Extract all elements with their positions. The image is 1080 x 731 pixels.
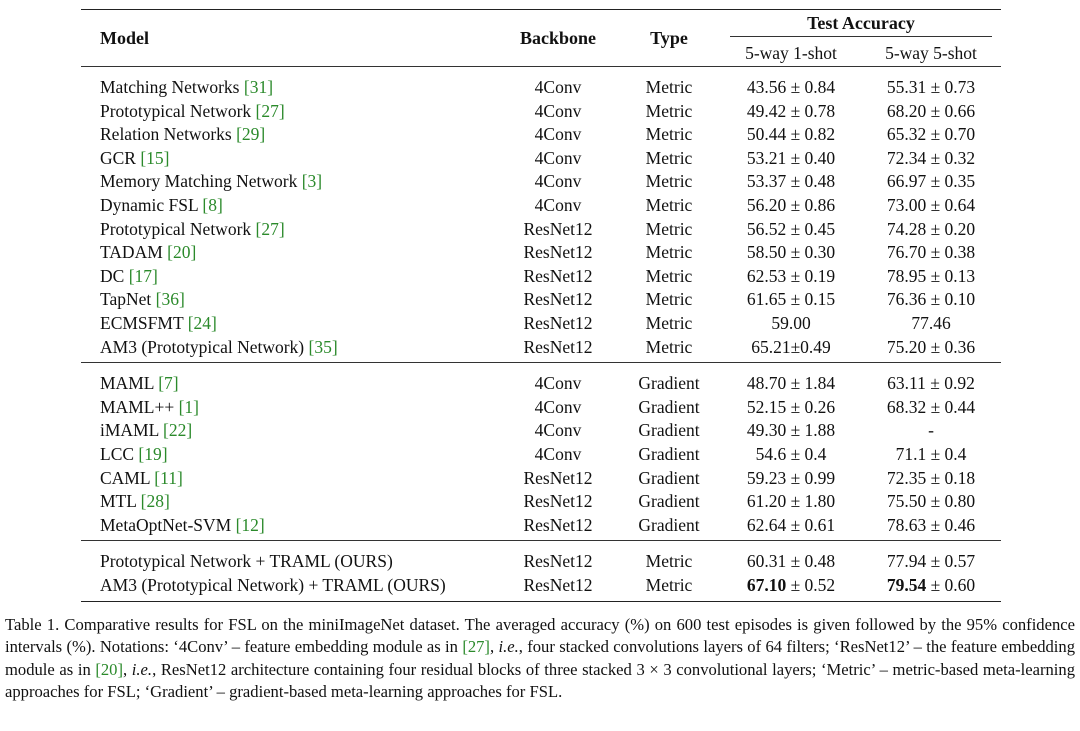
caption-text-2: , xyxy=(489,637,499,657)
table-row xyxy=(81,363,1001,396)
cell-backbone: ResNet12 xyxy=(523,336,593,357)
cell-acc-5shot: 72.34 ± 0.32 xyxy=(886,147,976,168)
cell-type: Metric xyxy=(645,147,693,168)
model-name: DC xyxy=(100,265,125,286)
cell-acc-1shot: 61.65 ± 0.15 xyxy=(746,289,836,310)
cell-acc-1shot: 56.20 ± 0.86 xyxy=(746,194,836,215)
model-name: Prototypical Network + TRAML (OURS) xyxy=(100,551,393,572)
cell-backbone: 4Conv xyxy=(534,194,582,215)
model-name: Prototypical Network xyxy=(100,218,252,239)
cell-acc-1shot: 56.52 ± 0.45 xyxy=(746,218,836,239)
cell-model xyxy=(81,67,499,100)
cell-model xyxy=(81,363,499,396)
model-name: AM3 (Prototypical Network) + TRAML (OURS) xyxy=(100,574,446,595)
cell-type: Metric xyxy=(645,265,693,286)
model-name: TapNet xyxy=(100,289,152,310)
citation-link[interactable]: [19] xyxy=(138,443,168,464)
cell-model xyxy=(81,541,499,574)
citation-link[interactable]: [24] xyxy=(187,312,217,333)
cell-type: Gradient xyxy=(638,373,700,394)
cell-acc-1shot: 60.31 ± 0.48 xyxy=(746,551,836,572)
cell-backbone: 4Conv xyxy=(534,124,582,145)
model-name: GCR xyxy=(100,147,136,168)
model-name: MetaOptNet-SVM xyxy=(100,514,232,535)
cell-model xyxy=(81,467,499,491)
cell-model xyxy=(81,147,499,171)
cell-acc-5shot: 73.00 ± 0.64 xyxy=(886,194,976,215)
model-name: MAML xyxy=(100,373,154,394)
header-type: Type xyxy=(650,27,688,48)
cell-acc-5shot: 74.28 ± 0.20 xyxy=(886,218,976,239)
cell-backbone: 4Conv xyxy=(534,171,582,192)
table-row xyxy=(81,123,1001,147)
table-row xyxy=(81,419,1001,443)
cell-acc-1shot: 61.20 ± 1.80 xyxy=(746,491,836,512)
model-name: LCC xyxy=(100,443,135,464)
citation-link[interactable]: [8] xyxy=(202,194,223,215)
cell-type: Metric xyxy=(645,312,693,333)
cell-acc-5shot: 63.11 ± 0.92 xyxy=(887,373,975,394)
cell-acc-5shot: 55.31 ± 0.73 xyxy=(886,77,976,97)
table-row xyxy=(81,147,1001,171)
cell-acc-1shot: 50.44 ± 0.82 xyxy=(746,124,836,145)
cell-acc-5shot: 77.46 xyxy=(911,312,951,333)
results-table-container xyxy=(81,9,1001,602)
cell-backbone: 4Conv xyxy=(534,396,582,417)
cell-model xyxy=(81,312,499,336)
citation-link[interactable]: [11] xyxy=(154,467,183,488)
cell-model xyxy=(81,419,499,443)
cell-acc-1shot: 62.53 ± 0.19 xyxy=(746,265,836,286)
cell-type: Gradient xyxy=(638,443,700,464)
table-row xyxy=(81,288,1001,312)
cell-type: Metric xyxy=(645,171,693,192)
cell-acc-5shot: 75.20 ± 0.36 xyxy=(886,336,976,357)
citation-link[interactable]: [1] xyxy=(178,396,199,417)
cell-type: Gradient xyxy=(638,420,700,441)
cell-model xyxy=(81,490,499,514)
cell-acc-5shot: 65.32 ± 0.70 xyxy=(886,124,976,145)
model-name: MAML++ xyxy=(100,396,175,417)
caption-text-4: , xyxy=(123,659,132,679)
cell-model xyxy=(81,336,499,363)
cell-acc-5shot xyxy=(861,574,1001,602)
cell-type: Gradient xyxy=(638,514,700,535)
model-name: Memory Matching Network xyxy=(100,171,298,192)
model-name: Dynamic FSL xyxy=(100,194,199,215)
cell-backbone: 4Conv xyxy=(534,443,582,464)
cell-backbone: 4Conv xyxy=(534,420,582,441)
table-row xyxy=(81,467,1001,491)
citation-link[interactable]: [28] xyxy=(140,491,170,512)
best-value: 79.54 xyxy=(886,574,927,595)
table-row xyxy=(81,67,1001,100)
cell-acc-5shot: 78.63 ± 0.46 xyxy=(886,514,976,535)
cell-backbone: ResNet12 xyxy=(523,467,593,488)
cell-acc-5shot: 77.94 ± 0.57 xyxy=(886,551,976,572)
table-group-ours xyxy=(81,541,1001,602)
cell-acc-1shot: 43.56 ± 0.84 xyxy=(746,77,836,97)
cell-acc-5shot: 72.35 ± 0.18 xyxy=(886,467,976,488)
cell-model xyxy=(81,514,499,541)
cell-acc-1shot: 59.00 xyxy=(771,312,811,333)
cell-type: Metric xyxy=(645,242,693,263)
citation-link[interactable]: [15] xyxy=(140,147,170,168)
table-row xyxy=(81,443,1001,467)
cell-model xyxy=(81,443,499,467)
citation-link[interactable]: [20] xyxy=(167,242,197,263)
caption-text-1: Table 1. Comparative results for FSL on the miniImageNet dataset. The averaged accuracy (%) on 600 test episodes is given followed by the 95% confidence intervals (%). Notations: ‘4Conv’ – feature embedding module as in xyxy=(5,615,1075,657)
cell-acc-1shot: 58.50 ± 0.30 xyxy=(746,242,836,263)
table-row xyxy=(81,336,1001,363)
cell-acc-1shot: 65.21±0.49 xyxy=(751,336,831,357)
table-row xyxy=(81,265,1001,289)
table-row xyxy=(81,312,1001,336)
table-row xyxy=(81,170,1001,194)
cell-type: Metric xyxy=(645,77,693,97)
citation-link[interactable]: [7] xyxy=(158,373,179,394)
cell-model xyxy=(81,218,499,242)
table-row xyxy=(81,218,1001,242)
model-name: CAML xyxy=(100,467,150,488)
table-header xyxy=(81,10,1001,67)
table-group-gradient xyxy=(81,363,1001,541)
citation-link[interactable]: [31] xyxy=(243,77,274,97)
header-test-accuracy-label: Test Accuracy xyxy=(730,13,992,37)
caption-ie: i.e. xyxy=(131,659,153,679)
cell-backbone: ResNet12 xyxy=(523,242,593,263)
cell-acc-5shot: 75.50 ± 0.80 xyxy=(886,491,976,512)
cell-model xyxy=(81,100,499,124)
cell-backbone: 4Conv xyxy=(534,373,582,394)
citation-link[interactable]: [36] xyxy=(155,289,185,310)
cell-acc-1shot: 53.21 ± 0.40 xyxy=(746,147,836,168)
cell-model xyxy=(81,574,499,602)
best-value: 67.10 xyxy=(746,574,787,595)
header-test-accuracy xyxy=(721,10,1001,41)
cell-acc-5shot: 76.70 ± 0.38 xyxy=(886,242,976,263)
model-name: iMAML xyxy=(100,420,159,441)
cell-backbone: 4Conv xyxy=(534,147,582,168)
cell-backbone: ResNet12 xyxy=(523,312,593,333)
citation-link[interactable]: [12] xyxy=(235,514,265,535)
cell-backbone: ResNet12 xyxy=(523,265,593,286)
header-model: Model xyxy=(100,27,149,48)
table-row xyxy=(81,241,1001,265)
model-name: TADAM xyxy=(100,242,163,263)
model-name: MTL xyxy=(100,491,137,512)
citation-link[interactable]: [27] xyxy=(255,218,285,239)
cell-backbone: ResNet12 xyxy=(523,551,593,572)
cell-model xyxy=(81,265,499,289)
cell-acc-1shot: 62.64 ± 0.61 xyxy=(746,514,836,535)
cell-backbone: ResNet12 xyxy=(523,574,593,595)
confidence-interval: ± 0.52 xyxy=(790,574,836,595)
table-row xyxy=(81,100,1001,124)
caption-ref-link[interactable]: [20] xyxy=(95,659,124,679)
cell-model xyxy=(81,170,499,194)
cell-backbone: ResNet12 xyxy=(523,491,593,512)
cell-model xyxy=(81,241,499,265)
cell-type: Metric xyxy=(645,100,693,121)
cell-type: Metric xyxy=(645,218,693,239)
table-row xyxy=(81,514,1001,541)
cell-backbone: ResNet12 xyxy=(523,514,593,535)
caption-text-5: , ResNet12 architecture containing four residual blocks of three stacked 3 × 3 convolutional layers; ‘Metric’ – metric-based meta-learning approaches for FSL; ‘Gradient’ – gradient-based meta-learning approaches for FSL. xyxy=(5,659,1076,702)
cell-acc-5shot: 68.32 ± 0.44 xyxy=(886,396,976,417)
citation-link[interactable]: [22] xyxy=(163,420,193,441)
header-one-shot: 5-way 1-shot xyxy=(745,42,837,63)
cell-type: Gradient xyxy=(638,396,700,417)
confidence-interval: ± 0.60 xyxy=(930,574,976,595)
model-name: Matching Networks xyxy=(100,77,240,97)
citation-link[interactable]: [29] xyxy=(236,124,266,145)
cell-type: Metric xyxy=(645,289,693,310)
citation-link[interactable]: [3] xyxy=(301,171,323,192)
cell-type: Metric xyxy=(645,336,693,357)
table-row xyxy=(81,396,1001,420)
model-name: ECMSFMT xyxy=(100,312,184,333)
model-name: Prototypical Network xyxy=(100,100,252,121)
cell-model xyxy=(81,288,499,312)
cell-backbone: ResNet12 xyxy=(523,218,593,239)
table-row xyxy=(81,194,1001,218)
cell-acc-5shot: - xyxy=(928,420,934,441)
cell-acc-1shot: 49.30 ± 1.88 xyxy=(746,420,836,441)
cell-backbone: 4Conv xyxy=(534,77,582,97)
cell-backbone: 4Conv xyxy=(534,100,582,121)
cell-type: Metric xyxy=(645,574,693,595)
cell-acc-5shot: 78.95 ± 0.13 xyxy=(886,265,976,286)
table-row xyxy=(81,541,1001,574)
cell-acc-5shot: 66.97 ± 0.35 xyxy=(886,171,976,192)
cell-model xyxy=(81,123,499,147)
cell-type: Metric xyxy=(645,551,693,572)
cell-acc-1shot: 52.15 ± 0.26 xyxy=(746,396,836,417)
cell-type: Gradient xyxy=(638,467,700,488)
cell-acc-5shot: 76.36 ± 0.10 xyxy=(886,289,976,310)
cell-acc-5shot: 68.20 ± 0.66 xyxy=(886,100,976,121)
cell-acc-1shot: 54.6 ± 0.4 xyxy=(755,443,827,464)
cell-acc-5shot: 71.1 ± 0.4 xyxy=(895,443,967,464)
caption-ref-link[interactable]: [27] xyxy=(462,637,490,657)
citation-link[interactable]: [35] xyxy=(308,336,338,357)
cell-backbone: ResNet12 xyxy=(523,289,593,310)
citation-link[interactable]: [17] xyxy=(128,265,158,286)
header-backbone: Backbone xyxy=(519,27,597,48)
model-name: AM3 (Prototypical Network) xyxy=(100,336,305,357)
caption-ie: i.e. xyxy=(498,637,519,657)
cell-acc-1shot: 53.37 ± 0.48 xyxy=(746,171,836,192)
cell-acc-1shot: 49.42 ± 0.78 xyxy=(746,100,836,121)
header-five-shot: 5-way 5-shot xyxy=(885,42,977,63)
table-caption xyxy=(5,614,1075,704)
table-group-metric xyxy=(81,67,1001,363)
cell-model xyxy=(81,396,499,420)
citation-link[interactable]: [27] xyxy=(255,100,285,121)
cell-model xyxy=(81,194,499,218)
caption-text-3: , four stacked convolutions layers of 64 filters; ‘ResNet12’ – the feature embedding module as in xyxy=(5,637,1075,679)
table-row xyxy=(81,490,1001,514)
cell-acc-1shot: 48.70 ± 1.84 xyxy=(746,373,836,394)
cell-type: Gradient xyxy=(638,491,700,512)
cell-type: Metric xyxy=(645,124,693,145)
model-name: Relation Networks xyxy=(100,124,232,145)
cell-type: Metric xyxy=(645,194,693,215)
cell-acc-1shot: 59.23 ± 0.99 xyxy=(746,467,836,488)
results-table xyxy=(81,9,1001,602)
table-row xyxy=(81,574,1001,602)
cell-acc-1shot xyxy=(721,574,861,602)
